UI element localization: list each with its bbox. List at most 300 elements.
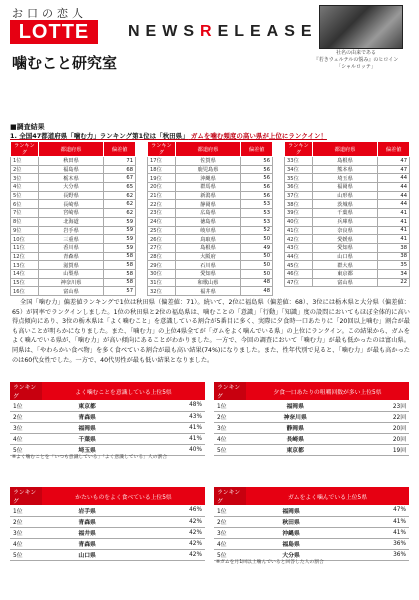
rank-cell: 30位 bbox=[148, 269, 176, 278]
table-row bbox=[10, 538, 205, 549]
table-row bbox=[285, 217, 410, 226]
rank-cell: 27位 bbox=[148, 243, 176, 252]
table-row bbox=[285, 269, 410, 278]
rank-cell: 1位 bbox=[11, 157, 39, 166]
score-cell: 50 bbox=[241, 269, 273, 278]
prefecture-cell: 香川県 bbox=[38, 243, 103, 252]
prefecture-cell: 岐阜県 bbox=[175, 226, 240, 235]
prefecture-cell: 群馬県 bbox=[175, 183, 240, 192]
prefecture-header: 都道府県 bbox=[175, 142, 240, 157]
table-row bbox=[11, 235, 136, 244]
prefecture-cell: 青森県 bbox=[38, 252, 103, 261]
value-cell: 42% bbox=[132, 516, 205, 527]
score-cell: 56 bbox=[241, 165, 273, 174]
score-cell: 62 bbox=[104, 209, 136, 218]
prefecture-cell: 大阪府 bbox=[175, 252, 240, 261]
score-cell: 48 bbox=[241, 278, 273, 287]
prefecture-cell: 鳥取県 bbox=[175, 235, 240, 244]
rank-cell: 24位 bbox=[148, 217, 176, 226]
score-header: 偏差値 bbox=[378, 142, 410, 157]
score-cell: 50 bbox=[241, 261, 273, 270]
rank-cell: 4位 bbox=[214, 538, 246, 549]
prefecture-cell: 神奈川県 bbox=[246, 411, 344, 422]
rank-cell: 26位 bbox=[148, 235, 176, 244]
rank-cell: 8位 bbox=[11, 217, 39, 226]
table-row bbox=[285, 174, 410, 183]
release-word: ELEASE bbox=[217, 23, 318, 40]
table-row bbox=[11, 269, 136, 278]
table-row bbox=[11, 226, 136, 235]
score-cell: 56 bbox=[241, 157, 273, 166]
prefecture-cell: 山口県 bbox=[42, 549, 132, 560]
rank-cell: 2位 bbox=[214, 411, 246, 422]
prefecture-cell: 三重県 bbox=[38, 235, 103, 244]
score-cell: 47 bbox=[378, 157, 410, 166]
prefecture-cell: 東京都 bbox=[312, 269, 377, 278]
table-footnote: ※よく噛むことを「いつも意識している」「よく意識している」人の割合 bbox=[12, 455, 168, 460]
rank-cell: 9位 bbox=[11, 226, 39, 235]
score-cell: 59 bbox=[104, 217, 136, 226]
table-row bbox=[148, 261, 273, 270]
table-row bbox=[10, 549, 205, 560]
prefecture-header: 都道府県 bbox=[312, 142, 377, 157]
table-row bbox=[11, 200, 136, 209]
table-row bbox=[11, 191, 136, 200]
painting-caption-line-1: 社名の由来である bbox=[335, 50, 376, 56]
value-cell: 41% bbox=[132, 433, 205, 444]
score-cell: 53 bbox=[241, 209, 273, 218]
rank-cell: 37位 bbox=[285, 191, 313, 200]
prefecture-cell: 北海道 bbox=[38, 217, 103, 226]
table-row bbox=[148, 252, 273, 261]
rank-header: ランキング bbox=[285, 142, 313, 157]
prefecture-cell: 大分県 bbox=[38, 183, 103, 192]
prefecture-cell: 福井県 bbox=[42, 527, 132, 538]
score-cell: 34 bbox=[378, 269, 410, 278]
rank-cell: 17位 bbox=[148, 157, 176, 166]
rank-header: ランキング bbox=[214, 487, 246, 505]
rank-cell: 4位 bbox=[10, 433, 42, 444]
table-row bbox=[11, 183, 136, 192]
table-row bbox=[285, 165, 410, 174]
rank-cell: 36位 bbox=[285, 183, 313, 192]
score-cell: 56 bbox=[241, 191, 273, 200]
table-row bbox=[11, 209, 136, 218]
prefecture-cell: 岩手県 bbox=[42, 505, 132, 516]
score-cell: 71 bbox=[104, 157, 136, 166]
ranking-header-row bbox=[285, 142, 410, 157]
prefecture-cell: 青森県 bbox=[42, 538, 132, 549]
rank-cell: 11位 bbox=[11, 243, 39, 252]
table-row bbox=[214, 422, 409, 433]
table-row bbox=[285, 183, 410, 192]
value-cell: 41% bbox=[132, 422, 205, 433]
top5-table-2 bbox=[214, 382, 409, 456]
rank-cell: 1位 bbox=[214, 400, 246, 411]
prefecture-cell: 静岡県 bbox=[175, 200, 240, 209]
rank-cell: 2位 bbox=[10, 411, 42, 422]
table-row bbox=[11, 278, 136, 287]
prefecture-cell: 埼玉県 bbox=[42, 444, 132, 455]
prefecture-cell: 山口県 bbox=[312, 252, 377, 261]
painting-caption-line-2: 『若きウェルテルの悩み』のヒロイン bbox=[313, 57, 399, 63]
charlotte-painting-image bbox=[319, 5, 403, 49]
value-cell: 46% bbox=[132, 505, 205, 516]
rank-cell: 7位 bbox=[11, 209, 39, 218]
rank-cell: 38位 bbox=[285, 200, 313, 209]
value-cell: 36% bbox=[336, 538, 409, 549]
score-cell: 44 bbox=[378, 183, 410, 192]
table-row bbox=[214, 538, 409, 549]
prefecture-cell: 沖縄県 bbox=[246, 527, 336, 538]
table-row bbox=[285, 191, 410, 200]
prefecture-cell: 福岡県 bbox=[246, 505, 336, 516]
prefecture-cell: 長崎県 bbox=[246, 433, 344, 444]
rank-cell: 4位 bbox=[10, 538, 42, 549]
score-cell: 50 bbox=[241, 235, 273, 244]
prefecture-cell: 東京都 bbox=[42, 400, 132, 411]
rank-cell: 4位 bbox=[214, 433, 246, 444]
value-cell: 41% bbox=[336, 527, 409, 538]
prefecture-cell: 兵庫県 bbox=[312, 217, 377, 226]
table-row bbox=[10, 516, 205, 527]
prefecture-cell: 宮崎県 bbox=[38, 209, 103, 218]
table-row bbox=[214, 527, 409, 538]
score-cell: 44 bbox=[378, 191, 410, 200]
rank-cell: 5位 bbox=[214, 549, 246, 560]
prefecture-cell: 千葉県 bbox=[312, 209, 377, 218]
score-cell: 59 bbox=[104, 235, 136, 244]
prefecture-cell: 広島県 bbox=[175, 209, 240, 218]
painting-caption bbox=[300, 50, 412, 71]
prefecture-cell: 山梨県 bbox=[38, 269, 103, 278]
prefecture-cell: 岩手県 bbox=[38, 226, 103, 235]
ranking-header-row bbox=[11, 142, 136, 157]
table-row bbox=[11, 157, 136, 166]
rank-cell: 25位 bbox=[148, 226, 176, 235]
prefecture-cell: 埼玉県 bbox=[312, 174, 377, 183]
score-cell: 38 bbox=[378, 252, 410, 261]
table-row bbox=[11, 252, 136, 261]
table-row bbox=[10, 411, 205, 422]
rank-cell: 31位 bbox=[148, 278, 176, 287]
score-cell: 62 bbox=[104, 200, 136, 209]
table-row bbox=[285, 226, 410, 235]
prefecture-cell: 千葉県 bbox=[42, 433, 132, 444]
top5-header-row bbox=[10, 382, 205, 400]
value-cell: 48% bbox=[132, 400, 205, 411]
value-cell: 20回 bbox=[344, 433, 409, 444]
prefecture-cell: 熊本県 bbox=[312, 165, 377, 174]
prefecture-cell: 奈良県 bbox=[312, 226, 377, 235]
table-row bbox=[148, 183, 273, 192]
rank-cell: 43位 bbox=[285, 243, 313, 252]
table-row bbox=[285, 157, 410, 166]
prefecture-cell: 東京都 bbox=[246, 444, 344, 455]
rank-cell: 20位 bbox=[148, 183, 176, 192]
painting-caption-line-3: 「シャルロッテ」 bbox=[336, 64, 376, 70]
rank-cell: 21位 bbox=[148, 191, 176, 200]
rank-header: ランキング bbox=[148, 142, 176, 157]
table-row bbox=[285, 278, 410, 287]
prefecture-cell: 愛媛県 bbox=[312, 235, 377, 244]
score-cell: 53 bbox=[241, 217, 273, 226]
section-title: ■調査結果 bbox=[10, 123, 45, 131]
score-cell: 68 bbox=[104, 165, 136, 174]
score-cell: 49 bbox=[241, 243, 273, 252]
score-cell: 41 bbox=[378, 226, 410, 235]
table-row bbox=[148, 226, 273, 235]
rank-cell: 12位 bbox=[11, 252, 39, 261]
lab-name: 噛むこと研究室 bbox=[12, 54, 118, 72]
prefecture-cell: 和歌山県 bbox=[175, 278, 240, 287]
table-row bbox=[285, 209, 410, 218]
ranking-table-2 bbox=[147, 141, 273, 296]
score-cell: 41 bbox=[378, 209, 410, 218]
top5-title: かたいものをよく食べている上位5県 bbox=[42, 487, 205, 505]
prefecture-cell: 福岡県 bbox=[42, 422, 132, 433]
table-row bbox=[11, 165, 136, 174]
value-cell: 40% bbox=[132, 444, 205, 455]
ranking-header-row bbox=[148, 142, 273, 157]
score-cell: 41 bbox=[378, 235, 410, 244]
score-cell: 59 bbox=[104, 243, 136, 252]
rank-cell: 32位 bbox=[148, 287, 176, 296]
top5-title: 夕食一口あたりの咀嚼回数が多い上位5県 bbox=[246, 382, 409, 400]
score-header: 偏差値 bbox=[104, 142, 136, 157]
table-row bbox=[10, 527, 205, 538]
prefecture-cell: 長野県 bbox=[38, 191, 103, 200]
table-row bbox=[11, 287, 136, 296]
analysis-paragraph: 全国「噛む力」偏差値ランキングで1位は秋田県（偏差値：71）。続いて、2位に福島県（偏差値：68）、3位には栃木県と大分県（偏差値：65）が同率でランクインしました。1位の秋田県と2位の福島県は、噛むことの「意識」「行動」「知識」度の設問においてもほぼ全体的に高い得点傾向にあり、3位の栃木県は「よく噛むこと」を意識している割合が5番目に多く、実際に夕食時一口あたりに「20回以上噛む」割合が最も高いことが明らかになりました。また、「噛む力」の上位4県全てが「ガムをよく噛んでいる県」の上位にランクイン。この結果から、ガムをよく噛んでいる県が、「噛む力」が高い傾向にあることがわかりました。一方で、今回の調査において「噛む力」が最も低かったのは富山県。同県は、「やわらかい食べ物」を多く食べている割合が最も高い結果(74%)になりました。また、性年代別で見ると、「噛む力」が最も高かったのは60代女性でした。一方で、40代男性が最も低い結果となりました。 bbox=[12, 299, 410, 364]
prefecture-cell: 群大県 bbox=[312, 261, 377, 270]
prefecture-cell: 茨城県 bbox=[312, 200, 377, 209]
top5-table-3 bbox=[10, 487, 205, 561]
prefecture-cell: 福岡県 bbox=[312, 183, 377, 192]
rank-cell: 19位 bbox=[148, 174, 176, 183]
table-row bbox=[11, 174, 136, 183]
table-row bbox=[10, 422, 205, 433]
score-cell: 38 bbox=[378, 243, 410, 252]
value-cell: 19回 bbox=[344, 444, 409, 455]
rank-cell: 5位 bbox=[214, 444, 246, 455]
table-row bbox=[11, 243, 136, 252]
score-cell: 50 bbox=[241, 252, 273, 261]
value-cell: 23回 bbox=[344, 400, 409, 411]
rank-cell: 3位 bbox=[11, 174, 39, 183]
table-row bbox=[148, 278, 273, 287]
top5-header-row bbox=[214, 487, 409, 505]
table-row bbox=[148, 209, 273, 218]
prefecture-cell: 大分県 bbox=[246, 549, 336, 560]
prefecture-cell: 石川県 bbox=[175, 261, 240, 270]
table-footnote: ※ガムを月1回以上噛んでいると回答した人の割合 bbox=[216, 560, 324, 565]
lotte-logo: LOTTE bbox=[10, 20, 98, 44]
table-row bbox=[148, 235, 273, 244]
rank-cell: 3位 bbox=[214, 422, 246, 433]
rank-cell: 33位 bbox=[285, 157, 313, 166]
rank-cell: 22位 bbox=[148, 200, 176, 209]
prefecture-cell: 福島県 bbox=[246, 538, 336, 549]
prefecture-cell: 佐賀県 bbox=[175, 157, 240, 166]
table-row bbox=[148, 157, 273, 166]
prefecture-header: 都道府県 bbox=[38, 142, 103, 157]
top5-table-4 bbox=[214, 487, 409, 561]
table-row bbox=[214, 444, 409, 455]
prefecture-cell: 秋田県 bbox=[246, 516, 336, 527]
rank-cell: 1位 bbox=[214, 505, 246, 516]
section-subtitle-part-2: ガムを噛む頻度の高い県が上位にランクイン！ bbox=[190, 132, 327, 140]
score-cell: 65 bbox=[104, 183, 136, 192]
score-cell: 22 bbox=[378, 278, 410, 287]
rank-cell: 2位 bbox=[10, 516, 42, 527]
value-cell: 42% bbox=[132, 549, 205, 560]
rank-cell: 28位 bbox=[148, 252, 176, 261]
rank-cell: 5位 bbox=[10, 549, 42, 560]
table-row bbox=[148, 174, 273, 183]
score-cell: 44 bbox=[378, 200, 410, 209]
prefecture-cell: 愛知県 bbox=[175, 269, 240, 278]
score-cell: 48 bbox=[241, 287, 273, 296]
score-cell: 67 bbox=[104, 174, 136, 183]
rank-cell: 10位 bbox=[11, 235, 39, 244]
top5-table-1 bbox=[10, 382, 205, 456]
table-row bbox=[214, 400, 409, 411]
prefecture-cell: 沖縄県 bbox=[175, 174, 240, 183]
prefecture-cell: 福島県 bbox=[38, 165, 103, 174]
rank-cell: 2位 bbox=[11, 165, 39, 174]
table-row bbox=[11, 217, 136, 226]
brand-tagline: お口の恋人 bbox=[12, 7, 87, 20]
prefecture-cell: 静岡県 bbox=[246, 422, 344, 433]
table-row bbox=[214, 433, 409, 444]
rank-header: ランキング bbox=[214, 382, 246, 400]
rank-cell: 44位 bbox=[285, 252, 313, 261]
score-header: 偏差値 bbox=[241, 142, 273, 157]
prefecture-cell: 秋田県 bbox=[38, 157, 103, 166]
score-cell: 41 bbox=[378, 217, 410, 226]
rank-cell: 3位 bbox=[10, 422, 42, 433]
table-row bbox=[148, 191, 273, 200]
score-cell: 56 bbox=[241, 183, 273, 192]
value-cell: 41% bbox=[336, 516, 409, 527]
top5-title: ガムをよく噛んでいる上位5県 bbox=[246, 487, 409, 505]
top5-header-row bbox=[214, 382, 409, 400]
section-subtitle-part-1: 1. 全国47都道府県「噛む力」ランキング第1位は「秋田県」 bbox=[10, 132, 189, 140]
table-row bbox=[11, 261, 136, 270]
table-row bbox=[285, 261, 410, 270]
prefecture-cell: 青森県 bbox=[42, 411, 132, 422]
value-cell: 36% bbox=[336, 549, 409, 560]
rank-cell: 29位 bbox=[148, 261, 176, 270]
score-cell: 62 bbox=[104, 191, 136, 200]
score-cell: 58 bbox=[104, 261, 136, 270]
table-row bbox=[214, 505, 409, 516]
table-row bbox=[148, 200, 273, 209]
prefecture-cell: 長崎県 bbox=[38, 200, 103, 209]
rank-cell: 39位 bbox=[285, 209, 313, 218]
prefecture-cell: 島根県 bbox=[312, 157, 377, 166]
ranking-table-3 bbox=[284, 141, 410, 287]
score-cell: 59 bbox=[104, 226, 136, 235]
rank-cell: 6位 bbox=[11, 200, 39, 209]
news-r-letter: R bbox=[200, 23, 218, 40]
table-row bbox=[285, 252, 410, 261]
rank-cell: 5位 bbox=[10, 444, 42, 455]
table-row bbox=[10, 505, 205, 516]
rank-cell: 40位 bbox=[285, 217, 313, 226]
value-cell: 42% bbox=[132, 527, 205, 538]
news-release-title bbox=[128, 23, 318, 41]
prefecture-cell: 滋賀県 bbox=[38, 261, 103, 270]
rank-cell: 4位 bbox=[11, 183, 39, 192]
table-row bbox=[148, 243, 273, 252]
rank-cell: 1位 bbox=[10, 505, 42, 516]
rank-cell: 41位 bbox=[285, 226, 313, 235]
rank-cell: 5位 bbox=[11, 191, 39, 200]
prefecture-cell: 山形県 bbox=[312, 191, 377, 200]
table-row bbox=[10, 433, 205, 444]
prefecture-cell: 福井県 bbox=[175, 287, 240, 296]
value-cell: 22回 bbox=[344, 411, 409, 422]
rank-cell: 34位 bbox=[285, 165, 313, 174]
table-row bbox=[148, 165, 273, 174]
score-cell: 52 bbox=[241, 226, 273, 235]
rank-cell: 2位 bbox=[214, 516, 246, 527]
table-row bbox=[285, 243, 410, 252]
score-cell: 47 bbox=[378, 165, 410, 174]
prefecture-cell: 島根県 bbox=[175, 243, 240, 252]
table-row bbox=[214, 411, 409, 422]
press-release-header bbox=[0, 0, 419, 78]
prefecture-cell: 富山県 bbox=[38, 287, 103, 296]
value-cell: 42% bbox=[132, 538, 205, 549]
rank-cell: 23位 bbox=[148, 209, 176, 218]
table-row bbox=[148, 287, 273, 296]
rank-cell: 13位 bbox=[11, 261, 39, 270]
prefecture-cell: 愛知県 bbox=[312, 243, 377, 252]
score-cell: 44 bbox=[378, 174, 410, 183]
table-row bbox=[285, 200, 410, 209]
score-cell: 53 bbox=[241, 200, 273, 209]
table-row bbox=[10, 400, 205, 411]
rank-header: ランキング bbox=[10, 487, 42, 505]
prefecture-cell: 栃木県 bbox=[38, 174, 103, 183]
table-row bbox=[214, 516, 409, 527]
table-row bbox=[285, 235, 410, 244]
rank-cell: 35位 bbox=[285, 174, 313, 183]
score-cell: 35 bbox=[378, 261, 410, 270]
rank-cell: 18位 bbox=[148, 165, 176, 174]
value-cell: 47% bbox=[336, 505, 409, 516]
news-word: NEWS bbox=[128, 23, 200, 40]
value-cell: 20回 bbox=[344, 422, 409, 433]
rank-cell: 15位 bbox=[11, 278, 39, 287]
prefecture-cell: 徳島県 bbox=[175, 217, 240, 226]
rank-header: ランキング bbox=[11, 142, 39, 157]
rank-cell: 45位 bbox=[285, 261, 313, 270]
prefecture-cell: 富山県 bbox=[312, 278, 377, 287]
score-cell: 58 bbox=[104, 252, 136, 261]
rank-cell: 46位 bbox=[285, 269, 313, 278]
prefecture-cell: 鹿児島県 bbox=[175, 165, 240, 174]
prefecture-cell: 新潟県 bbox=[175, 191, 240, 200]
ranking-table-1 bbox=[10, 141, 136, 296]
rank-cell: 16位 bbox=[11, 287, 39, 296]
prefecture-cell: 福岡県 bbox=[246, 400, 344, 411]
score-cell: 56 bbox=[241, 174, 273, 183]
value-cell: 43% bbox=[132, 411, 205, 422]
